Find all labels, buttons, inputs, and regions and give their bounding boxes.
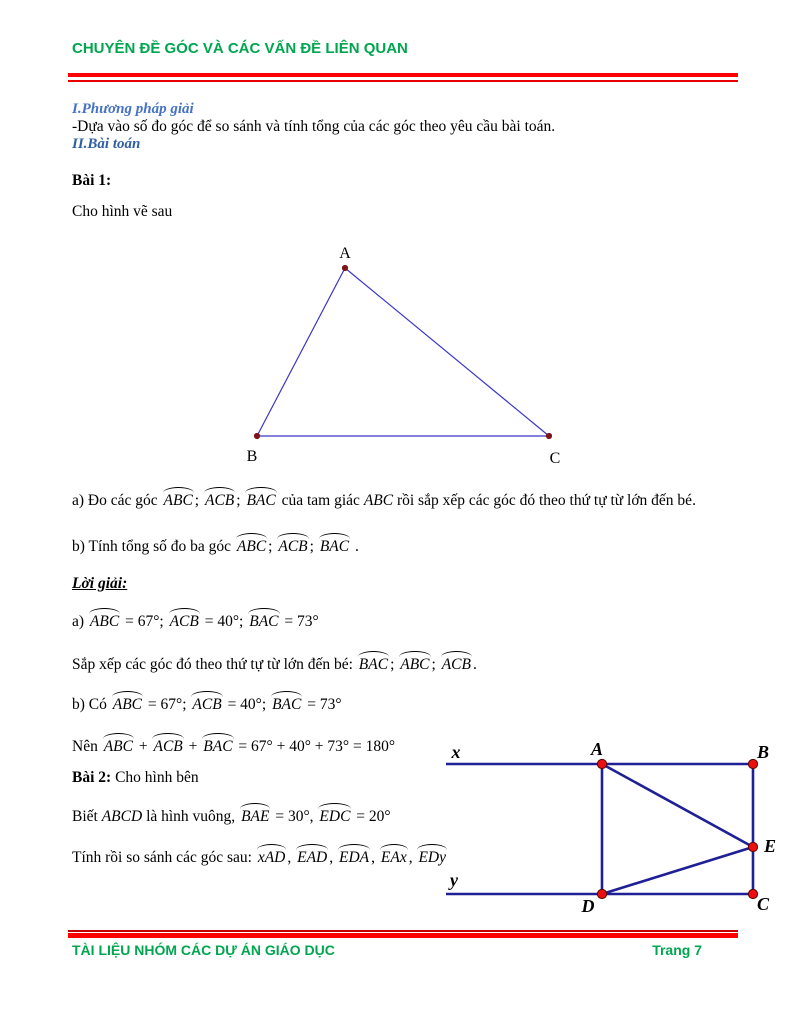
vertex-label-C: C	[549, 450, 561, 467]
bai1-solution-b1: b) Có ABC = 67°; ACB = 40°; BAC = 73°	[72, 691, 342, 714]
vertex-label-E: E	[763, 836, 777, 856]
footer-page-number: Trang 7	[652, 942, 702, 958]
angle-name: BAC	[244, 487, 277, 510]
bai1-label: Bài 1:	[72, 172, 112, 189]
angle-name: ACB	[203, 487, 236, 510]
triangle-abc-figure	[228, 243, 568, 473]
bai2-task: Tính rồi so sánh các góc sau: xAD , EAD , EDA , EAx , EDy	[72, 844, 448, 867]
bai2-intro: Cho hình bên	[111, 769, 199, 786]
square-abcd-figure	[440, 728, 792, 924]
vertex-dot-C	[546, 433, 551, 438]
bai1-question-a: a) Đo các góc ABC ; ACB ; BAC của tam giác ABC rồi sắp xếp các góc đó theo thứ tự từ lớn đến bé.	[72, 487, 696, 510]
method-heading: I.Phương pháp giải	[72, 101, 194, 117]
header-rule-thick	[68, 73, 738, 77]
bai1-solution-a: a) ABC = 67°; ACB = 40°; BAC = 73°	[72, 608, 319, 631]
vertex-label-x: x	[451, 742, 461, 762]
angle-name: ABC	[88, 608, 121, 631]
angle-name: ACB	[440, 651, 473, 674]
bai1-question-b: b) Tính tổng số đo ba góc ABC ; ACB ; BAC .	[72, 533, 359, 556]
solution-heading: Lời giải:	[72, 575, 128, 592]
angle-name: ACB	[276, 533, 309, 556]
angle-name: BAE	[239, 803, 271, 826]
bai1-intro: Cho hình vẽ sau	[72, 203, 173, 220]
angle-name: ACB	[190, 691, 223, 714]
diagram-svg	[228, 243, 568, 473]
angle-name: ABC	[102, 733, 135, 756]
angle-name: EDA	[337, 844, 371, 867]
header-title: CHUYÊN ĐỀ GÓC VÀ CÁC VẤN ĐỀ LIÊN QUAN	[72, 40, 408, 57]
vertex-dot-D	[597, 889, 606, 898]
angle-name: BAC	[270, 691, 303, 714]
bai1-solution-sort: Sắp xếp các góc đó theo thứ tự từ lớn đến bé: BAC ; ABC ; ACB .	[72, 651, 477, 674]
vertex-dot-A	[342, 265, 347, 270]
angle-name: ACB	[168, 608, 201, 631]
angle-name: BAC	[201, 733, 234, 756]
math-var: ABC	[363, 492, 394, 509]
angle-name: ABC	[398, 651, 431, 674]
vertex-label-y: y	[450, 870, 458, 890]
vertex-label-D: D	[581, 896, 595, 916]
angle-name: ABC	[162, 487, 195, 510]
bai2-label-line	[72, 769, 199, 787]
header-rule-thin	[68, 80, 738, 82]
vertex-label-B: B	[756, 742, 770, 762]
angle-name: EDy	[416, 844, 448, 867]
footer-left-text: TÀI LIỆU NHÓM CÁC DỰ ÁN GIÁO DỤC	[72, 942, 335, 958]
angle-name: ABC	[111, 691, 144, 714]
bai1-solution-b2: Nên ABC + ACB + BAC = 67° + 40° + 73° = 180°	[72, 733, 395, 756]
vertex-dot-B	[254, 433, 259, 438]
angle-name: ABC	[235, 533, 268, 556]
bai2-given: Biết ABCD là hình vuông, BAE = 30°, EDC = 20°	[72, 803, 391, 826]
vertex-label-A: A	[339, 245, 351, 262]
math-var: ABCD	[101, 808, 143, 825]
angle-name: EDC	[317, 803, 352, 826]
angle-name: EAx	[379, 844, 409, 867]
angle-name: BAC	[318, 533, 351, 556]
angle-name: BAC	[247, 608, 280, 631]
problems-heading: II.Bài toán	[72, 136, 141, 152]
angle-name: BAC	[357, 651, 390, 674]
vertex-label-B: B	[246, 448, 258, 465]
vertex-dot-A	[597, 759, 606, 768]
footer-rule-thin	[68, 930, 738, 932]
angle-name: ACB	[151, 733, 184, 756]
footer-rule-thick	[68, 933, 738, 938]
method-text: -Dựa vào số đo góc để so sánh và tính tổng của các góc theo yêu cầu bài toán.	[72, 118, 556, 135]
angle-name: EAD	[295, 844, 329, 867]
bai2-label: Bài 2:	[72, 769, 112, 786]
diagram-svg	[440, 728, 792, 924]
angle-name: xAD	[256, 844, 288, 867]
vertex-label-C: C	[756, 894, 770, 914]
vertex-dot-E	[748, 842, 757, 851]
vertex-label-A: A	[590, 739, 604, 759]
